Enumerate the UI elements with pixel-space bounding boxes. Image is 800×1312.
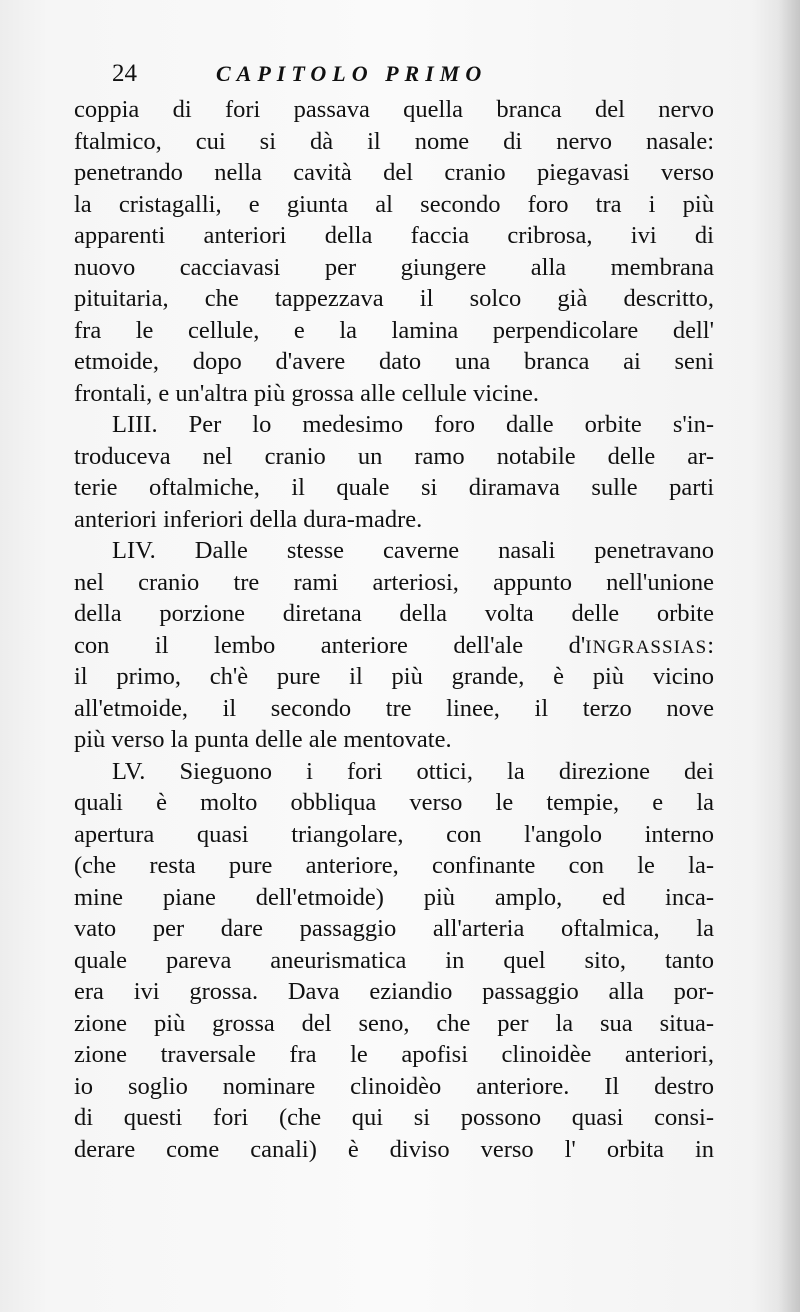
text-line: nuovo cacciavasi per giungere alla membrana	[74, 253, 714, 281]
text-line: quali è molto obbliqua verso le tempie, e la	[74, 789, 714, 816]
text-line: penetrando nella cavità del cranio piegavasi verso	[74, 159, 714, 186]
text-line: pituitaria, che tappezzava il solco già descritto,	[74, 285, 714, 312]
text-line: ftalmico, cui si dà il nome di nervo nasale:	[74, 127, 714, 155]
text-line: zione traversale fra le apofisi clinoidèe anteriori,	[74, 1041, 714, 1068]
text-line: zione più grossa del seno, che per la sua situa-	[74, 1009, 714, 1037]
text-line: troduceva nel cranio un ramo notabile delle ar-	[74, 442, 714, 470]
section-line: LV. Sieguono i fori ottici, la direzione dei	[112, 757, 714, 785]
text-line: vato per dare passaggio all'arteria oftalmica, la	[74, 915, 714, 942]
page-edge-shadow	[778, 0, 800, 1312]
text-line: quale pareva aneurismatica in quel sito, tanto	[74, 946, 714, 974]
running-head	[112, 56, 612, 92]
text-line: anteriori inferiori della dura-madre.	[74, 505, 423, 533]
text-fragment: :	[707, 631, 714, 659]
text-line: fra le cellule, e la lamina perpendicolare dell'	[74, 316, 714, 344]
text-line: era ivi grossa. Dava eziandio passaggio alla por-	[74, 978, 714, 1005]
chapter-title: CAPITOLO PRIMO	[216, 61, 488, 86]
section-line: LIV. Dalle stesse caverne nasali penetravano	[112, 537, 714, 564]
text-line: apertura quasi triangolare, con l'angolo interno	[74, 820, 714, 848]
text-line: di questi fori (che qui si possono quasi consi-	[74, 1104, 714, 1131]
text-fragment: con il lembo anteriore dell'ale d'	[74, 631, 586, 659]
text-line: (che resta pure anteriore, confinante con le la-	[74, 852, 714, 879]
section-line: LIII. Per lo medesimo foro dalle orbite s'in-	[112, 411, 714, 438]
text-line: derare come canali) è diviso verso l' orbita in	[74, 1135, 714, 1163]
body-text	[74, 94, 714, 1165]
author-name: INGRASSIAS	[585, 636, 708, 658]
text-line: apparenti anteriori della faccia cribrosa, ivi di	[74, 222, 714, 249]
text-line: più verso la punta delle ale mentovate.	[74, 726, 452, 753]
text-line: terie oftalmiche, il quale si diramava sulle parti	[74, 474, 714, 501]
text-line: mine piane dell'etmoide) più amplo, ed inca-	[74, 883, 714, 911]
text-line: etmoide, dopo d'avere dato una branca ai seni	[74, 348, 714, 375]
text-line: frontali, e un'altra più grossa alle cellule vicine.	[74, 379, 539, 407]
text-line: la cristagalli, e giunta al secondo foro tra i più	[74, 190, 714, 218]
text-line: nel cranio tre rami arteriosi, appunto nell'unione	[74, 568, 714, 596]
text-line: della porzione diretana della volta delle orbite	[74, 600, 714, 627]
text-line: io soglio nominare clinoidèo anteriore. Il destro	[74, 1072, 714, 1100]
page-number: 24	[112, 60, 137, 87]
text-line: all'etmoide, il secondo tre linee, il terzo nove	[74, 694, 714, 722]
text-line: coppia di fori passava quella branca del nervo	[74, 96, 714, 123]
text-line: il primo, ch'è pure il più grande, è più vicino	[74, 663, 714, 690]
text-line-with-name	[74, 630, 714, 662]
